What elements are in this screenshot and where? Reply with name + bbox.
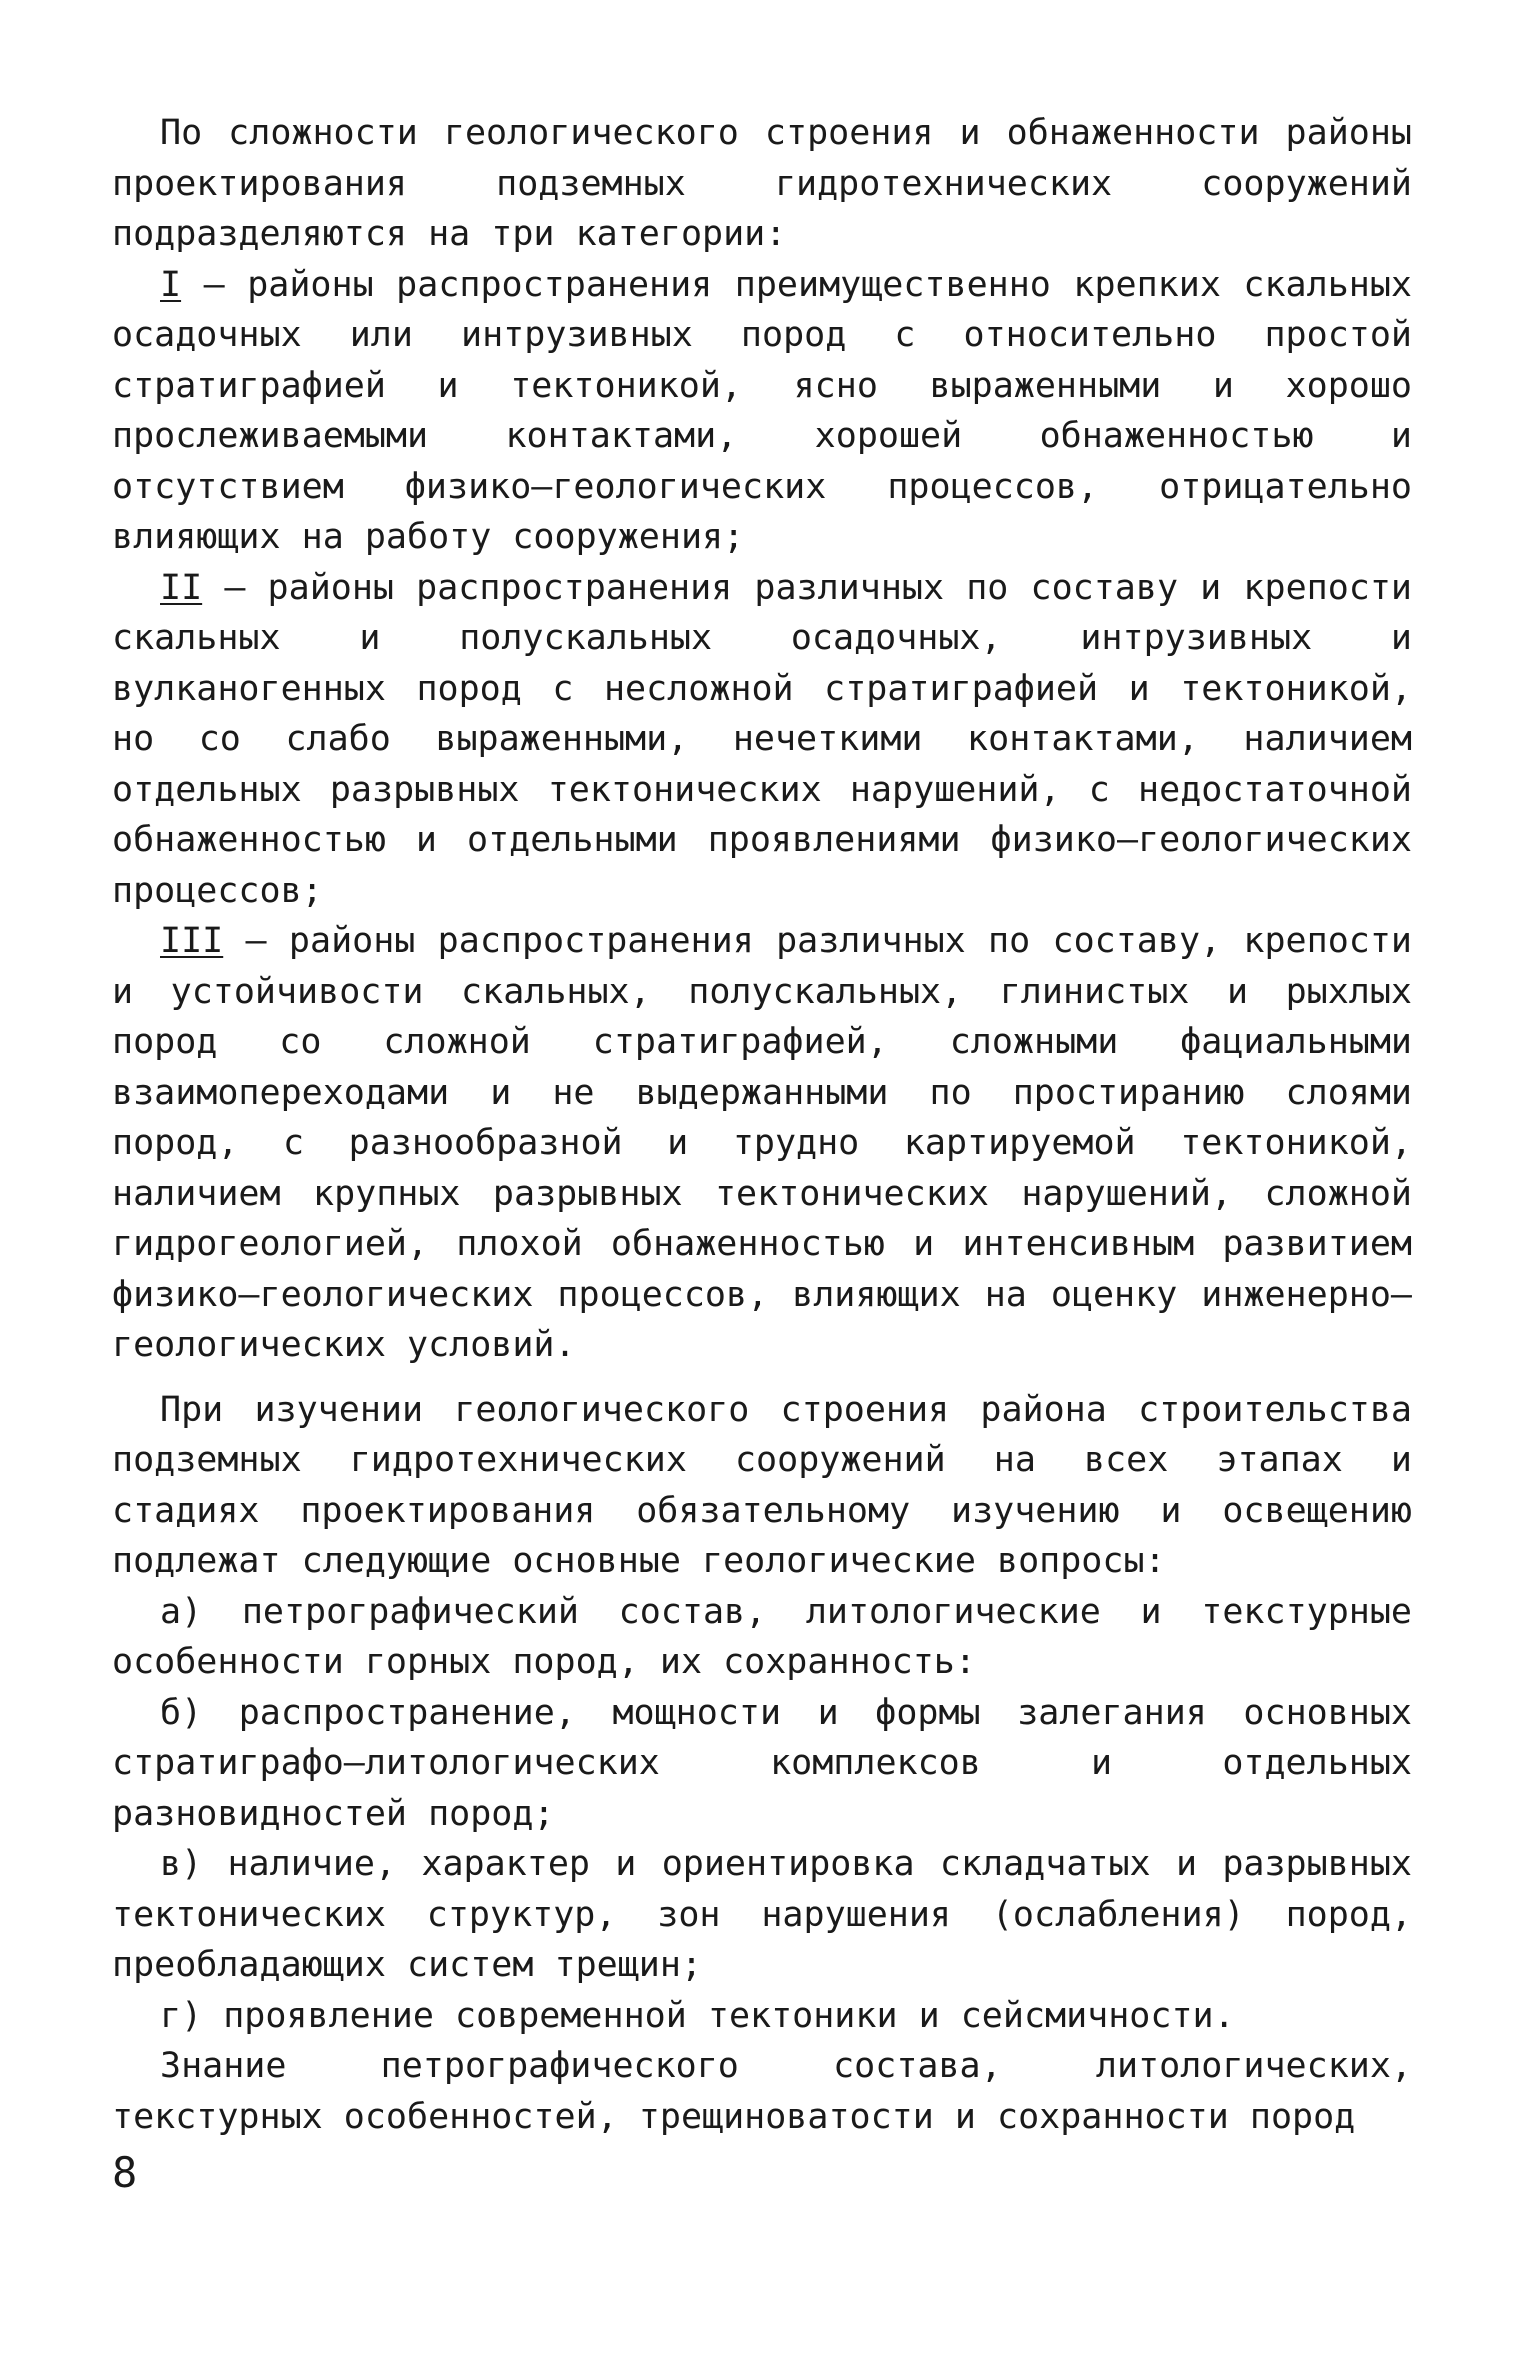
category-1-text: – районы распространения преимущественно крепких скальных осадочных или интрузивных пород с относительно простой стратиграфией и тектоникой, ясно выраженными и хорошо прослеживаемыми контактами, хорошей обнаженностью и отсутствием физико–геологических процессов, отрицательно влияющих на работу сооружения; <box>112 264 1412 557</box>
category-2-numeral: II <box>160 567 203 608</box>
knowledge-paragraph: Знание петрографического состава, литологических, текстурных особенностей, трещиноватости и сохранности пород <box>112 2046 1412 2137</box>
document-page <box>112 108 1412 2142</box>
list-item-a: а) петрографический состав, литологические и текстурные особенности горных пород, их сохранность: <box>112 1591 1412 1682</box>
category-3-numeral: III <box>160 921 224 961</box>
category-1-numeral: I <box>160 264 182 305</box>
list-item-b: б) распространение, мощности и формы залегания основных стратиграфо–литологических комплексов и отдельных разновидностей пород; <box>112 1692 1412 1834</box>
category-2-text: – районы распространения различных по составу и крепости скальных и полускальных осадочных, интрузивных и вулканогенных пород с несложной стратиграфией и тектоникой, но со слабо выраженными, нечеткими контактами, наличием отдельных разрывных тектонических нарушений, с недостаточной обнаженностью и отдельными проявлениями физико–геологических процессов; <box>112 567 1412 911</box>
category-3-text: – районы распространения различных по составу, крепости и устойчивости скальных, полускальных, глинистых и рыхлых пород со сложной стратиграфией, сложными фациальными взаимопереходами и не выдержанными по простиранию слоями пород, с разнообразной и трудно картируемой тектоникой, наличием крупных разрывных тектонических нарушений, сложной гидрогеологией, плохой обнаженностью и интенсивным развитием физико–геологических процессов, влияющих на оценку инженерно–геологических условий. <box>112 921 1412 1365</box>
intro-paragraph: По сложности геологического строения и обнаженности районы проектирования подземных гидротехнических сооружений подразделяются на три категории: <box>112 113 1412 254</box>
study-paragraph: При изучении геологического строения района строительства подземных гидротехнических сооружений на всех этапах и стадиях проектирования обязательному изучению и освещению подлежат следующие основные геологические вопросы: <box>112 1389 1412 1581</box>
list-item-g: г) проявление современной тектоники и сейсмичности. <box>160 1995 1235 2036</box>
category-3-paragraph <box>112 916 1412 1371</box>
page-number: 8 <box>112 2148 138 2197</box>
list-item-v: в) наличие, характер и ориентировка складчатых и разрывных тектонических структур, зон нарушения (ослабления) пород, преобладающих систем трещин; <box>112 1844 1412 1985</box>
category-1-paragraph <box>112 260 1412 563</box>
category-2-paragraph <box>112 563 1412 917</box>
